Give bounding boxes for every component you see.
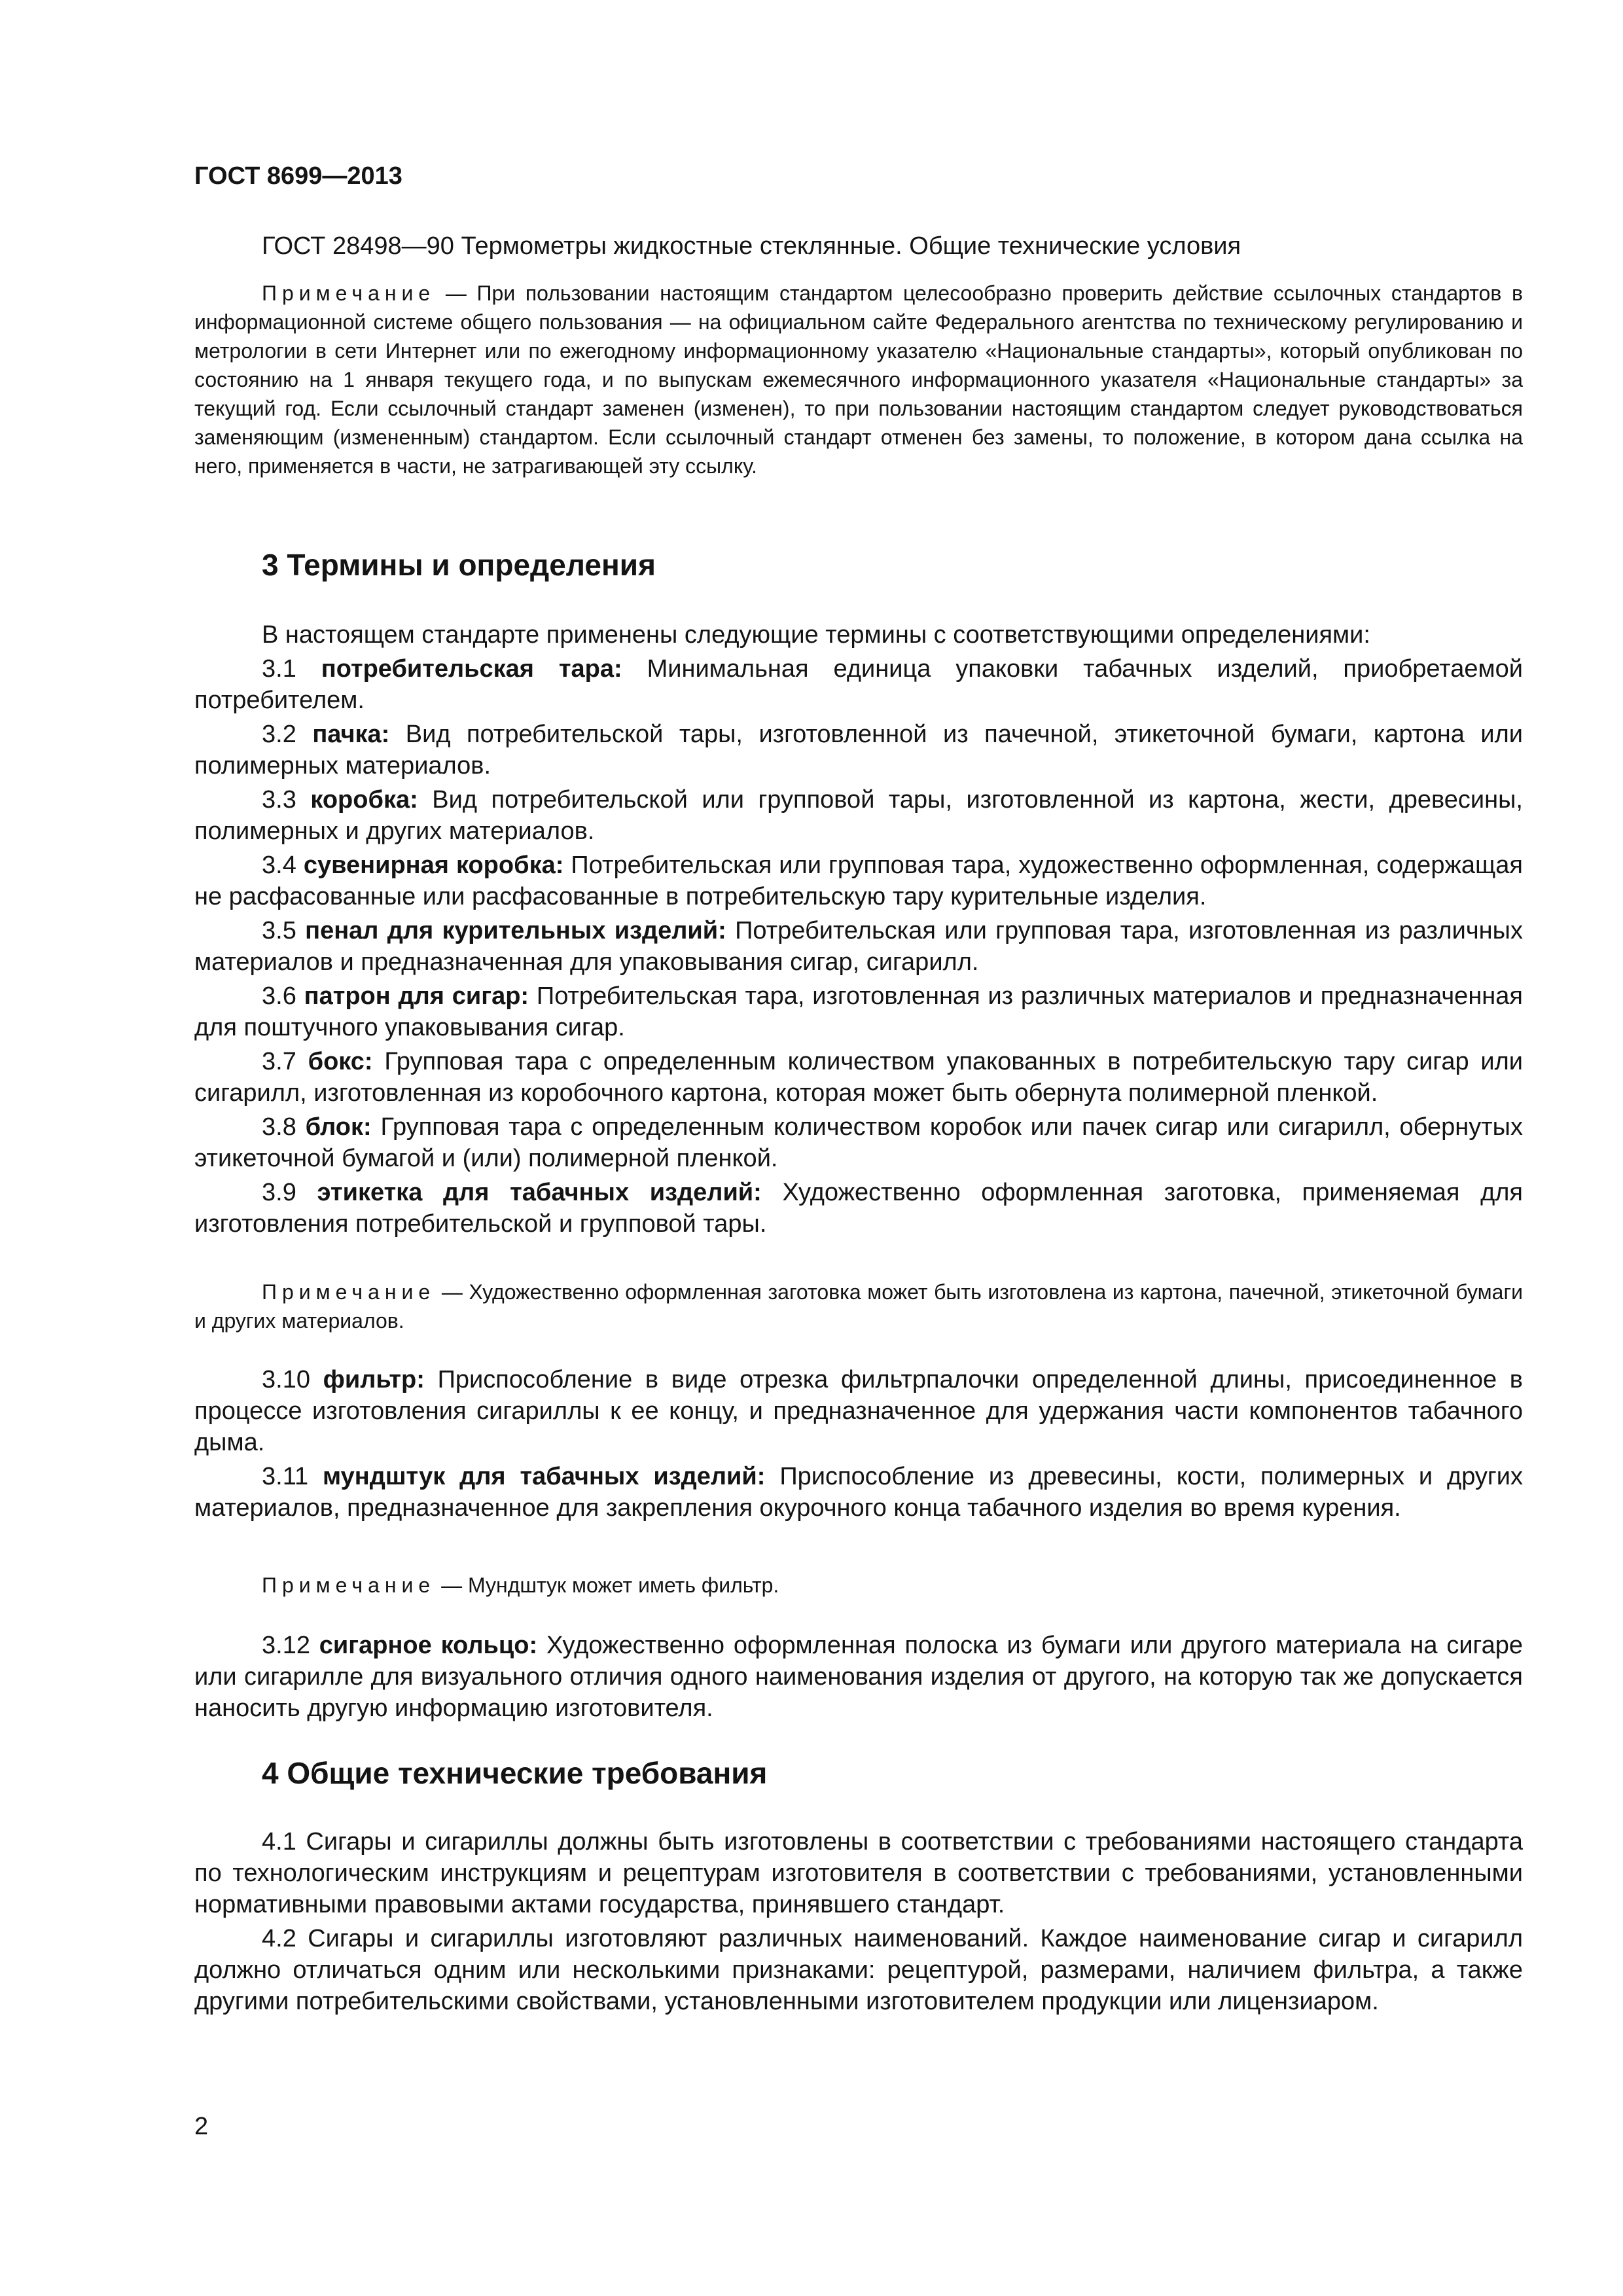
term-3-7 [194,1046,1523,1109]
term-definition: Приспособление из древесины, кости, полимерных и других материалов, предназначенное для закрепления окурочного конца табачного изделия во время курения. [194,1463,1523,1522]
term-number: 3.5 [262,917,306,944]
term-title: блок: [305,1113,372,1141]
note-term-3-9 [194,1278,1523,1335]
note-normative-references [194,279,1523,480]
term-title: пачка: [312,721,390,748]
term-number: 3.7 [262,1048,308,1075]
term-title: потребительская тара: [321,655,622,683]
section-4-body [194,1826,1523,2020]
term-definition: Приспособление в виде отрезка фильтрпалочки определенной длины, присоединенное в процессе изготовления сигариллы к ее концу, и предназначенное для удержания части компонентов табачного дыма. [194,1366,1523,1456]
term-number: 3.6 [262,982,304,1010]
term-title: мундштук для табачных изделий: [323,1463,766,1490]
term-3-12 [194,1630,1523,1724]
term-definition: Вид потребительской или групповой тары, изготовленной из картона, жести, древесины, полимерных и других материалов. [194,786,1523,845]
term-title: пенал для курительных изделий: [305,917,726,944]
note-text: Художественно оформленная заготовка может быть изготовлена из картона, пачечной, этикеточной бумаги и других материалов. [194,1280,1524,1333]
clause-4-1: 4.1 Сигары и сигариллы должны быть изготовлены в соответствии с требованиями настоящего стандарта по технологическим инструкциям и рецептурам изготовителя в соответствии с требованиями, установленными нормативными правовыми актами государства, принявшего стандарт. [194,1828,1523,1918]
term-3-11 [194,1461,1523,1524]
section-3-terms-final [194,1630,1523,1727]
term-title: фильтр: [323,1366,425,1393]
term-definition: Потребительская или групповая тара, художественно оформленная, содержащая не расфасованные или расфасованные в потребительскую тару курительные изделия. [194,852,1523,910]
section-3-intro: В настоящем стандарте применены следующие термины с соответствующими определениями: [262,621,1370,649]
term-3-9 [194,1177,1523,1240]
term-3-4 [194,850,1523,912]
term-definition: Минимальная единица упаковки табачных изделий, приобретаемой потребителем. [194,655,1524,714]
term-number: 3.9 [262,1179,317,1206]
term-title: сувенирная коробка: [303,852,564,879]
term-title: бокс: [308,1048,373,1075]
term-3-8 [194,1111,1523,1174]
term-3-6 [194,980,1523,1043]
term-number: 3.2 [262,721,313,748]
term-number: 3.10 [262,1366,323,1393]
term-definition: Потребительская или групповая тара, изготовленная из различных материалов и предназначенная для упаковывания сигар, сигарилл. [194,917,1523,976]
term-number: 3.11 [262,1463,323,1490]
term-title: этикетка для табачных изделий: [317,1179,762,1206]
term-3-1 [194,653,1523,716]
term-definition: Групповая тара с определенным количеством коробок или пачек сигар или сигарилл, обернутых этикеточной бумагой и (или) полимерной пленкой. [194,1113,1523,1172]
note-text: Мундштук может иметь фильтр. [468,1573,779,1597]
term-definition: Групповая тара с определенным количеством упакованных в потребительскую тару сигар или сигарилл, изготовленная из коробочного картона, которая может быть обернута полимерной пленкой. [194,1048,1523,1107]
note-label: Примечание [262,1573,436,1597]
term-number: 3.12 [262,1632,319,1659]
term-3-2 [194,719,1523,781]
term-title: патрон для сигар: [304,982,529,1010]
term-number: 3.4 [262,852,304,879]
standard-id-header: ГОСТ 8699—2013 [194,162,402,190]
note-term-3-11 [194,1571,1523,1600]
term-3-3 [194,784,1523,847]
clause-4-2: 4.2 Сигары и сигариллы изготовляют различных наименований. Каждое наименование сигар и сигарилл должно отличаться одним или несколькими признаками: рецептурой, размерами, наличием фильтра, а также другими потребительскими свойствами, установленными изготовителем продукции или лицензиаром. [194,1925,1523,2015]
section-3-terms-continued [194,1364,1523,1526]
note-dash: — [435,281,477,305]
note-label: Примечание [262,281,436,305]
note-dash: — [435,1280,469,1304]
note-label: Примечание [262,1280,436,1304]
term-definition: Художественно оформленная полоска из бумаги или другого материала на сигаре или сигарилле для визуального отличия одного наименования изделия от другого, на которую так же допускается наносить другую информацию изготовителя. [194,1632,1523,1722]
term-definition: Художественно оформленная заготовка, применяемая для изготовления потребительской и групповой тары. [194,1179,1524,1238]
note-dash: — [435,1573,468,1597]
section-3-heading: 3 Термины и определения [262,548,656,582]
section-4-heading: 4 Общие технические требования [262,1756,768,1790]
term-number: 3.3 [262,786,311,814]
page-number: 2 [194,2113,209,2140]
term-number: 3.8 [262,1113,306,1141]
note-text: При пользовании настоящим стандартом целесообразно проверить действие ссылочных стандартов в информационной системе общего пользования — на официальном сайте Федерального агентства по техническому регулированию и метрологии в сети Интернет или по ежегодному информационному указателю «Национальные стандарты», который опубликован по состоянию на 1 января текущего года, и по выпускам ежемесячного информационного указателя «Национальные стандарты» за текущий год. Если ссылочный стандарт заменен (изменен), то при пользовании настоящим стандартом следует руководствоваться заменяющим (измененным) стандартом. Если ссылочный стандарт отменен без замены, то положение, в котором дана ссылка на него, применяется в части, не затрагивающей эту ссылку. [194,281,1524,478]
section-3-terms [194,619,1523,1242]
term-3-10 [194,1364,1523,1458]
term-definition: Потребительская тара, изготовленная из различных материалов и предназначенная для поштучного упаковывания сигар. [194,982,1523,1041]
term-3-5 [194,915,1523,978]
term-title: коробка: [310,786,418,814]
term-title: сигарное кольцо: [319,1632,538,1659]
term-definition: Вид потребительской тары, изготовленной из пачечной, этикеточной бумаги, картона или полимерных материалов. [194,721,1523,780]
term-number: 3.1 [262,655,321,683]
normative-reference-gost-28498: ГОСТ 28498—90 Термометры жидкостные стеклянные. Общие технические условия [262,232,1241,260]
